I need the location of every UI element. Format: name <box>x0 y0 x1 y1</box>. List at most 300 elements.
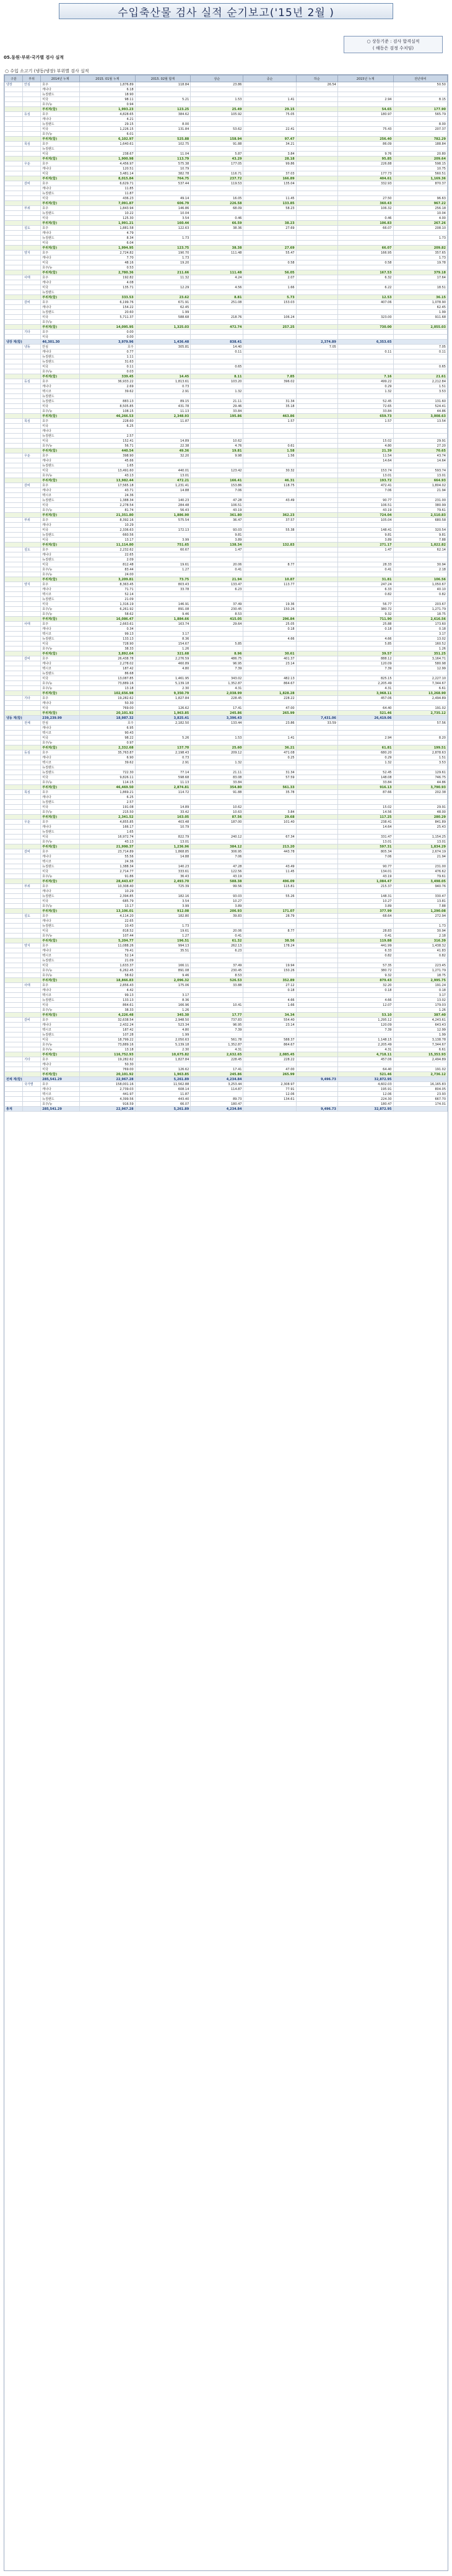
table-cell <box>296 152 337 157</box>
table-cell: 0.18 <box>337 988 393 993</box>
table-cell: 갈비 <box>23 1018 41 1023</box>
table-cell: 1.32 <box>337 389 393 394</box>
table-cell: 부위계(합) <box>41 270 80 275</box>
table-cell <box>243 924 296 929</box>
table-row <box>5 721 448 726</box>
table-cell: 뉴질랜드 <box>41 498 80 503</box>
table-cell <box>393 919 448 924</box>
table-row <box>5 186 448 191</box>
table-cell <box>5 1042 23 1047</box>
table-cell: 131.60 <box>393 399 448 404</box>
table-cell: 2.09 <box>80 557 136 562</box>
table-cell <box>337 147 393 152</box>
table-cell: 0.03 <box>80 369 136 374</box>
table-cell: 뉴질랜드 <box>41 147 80 152</box>
table-cell <box>23 364 41 369</box>
table-cell: 208.10 <box>393 226 448 231</box>
table-cell <box>135 463 191 468</box>
table-cell: 31.34 <box>243 399 296 404</box>
table-cell: 23.86 <box>243 721 296 726</box>
table-cell: 18.75 <box>393 612 448 617</box>
table-cell: 9.81 <box>191 533 243 538</box>
table-row <box>5 607 448 612</box>
table-cell: 6.61 <box>393 686 448 691</box>
table-cell <box>296 765 337 770</box>
table-cell: 1.53 <box>191 736 243 741</box>
table-cell: 47.00 <box>243 706 296 711</box>
table-cell <box>296 884 337 889</box>
table-cell <box>5 226 23 231</box>
table-cell: 305.81 <box>135 345 191 350</box>
table-cell: 580.98 <box>393 661 448 666</box>
table-cell: 호주 <box>41 419 80 424</box>
table-cell <box>337 1033 393 1037</box>
table-cell <box>23 152 41 157</box>
table-cell: 2,510.83 <box>393 513 448 518</box>
table-cell <box>393 765 448 770</box>
table-row <box>5 755 448 760</box>
table-cell: 118.84 <box>135 82 191 87</box>
table-cell: 4.66 <box>337 637 393 642</box>
table-row <box>5 547 448 552</box>
table-cell: 4,456.97 <box>80 161 136 166</box>
table-cell: 81.74 <box>80 508 136 513</box>
table-cell: 목심 <box>23 142 41 147</box>
table-cell <box>296 785 337 790</box>
table-cell: 2.30 <box>135 1047 191 1052</box>
table-cell <box>5 122 23 127</box>
table-cell <box>296 137 337 142</box>
table-cell: 멕시코 <box>41 493 80 498</box>
table-cell <box>296 671 337 676</box>
table-row <box>5 810 448 815</box>
table-cell: 132.83 <box>243 543 296 547</box>
table-cell <box>23 1003 41 1008</box>
table-cell: 191.02 <box>393 706 448 711</box>
table-cell: 158,001.16 <box>80 1082 136 1087</box>
table-cell <box>296 617 337 622</box>
table-cell <box>23 117 41 122</box>
table-row <box>5 221 448 226</box>
table-cell: 864.67 <box>243 1042 296 1047</box>
table-cell <box>5 879 23 884</box>
table-cell <box>296 562 337 567</box>
table-cell: 0.65 <box>393 364 448 369</box>
table-cell <box>296 815 337 820</box>
table-cell: 3.17 <box>135 632 191 637</box>
table-cell <box>296 597 337 602</box>
table-cell <box>5 449 23 453</box>
table-cell: 380.72 <box>337 607 393 612</box>
table-cell <box>5 795 23 800</box>
table-cell: 호주/뉴 <box>41 1047 80 1052</box>
table-cell: 호주 <box>41 750 80 755</box>
table-cell: 캐나다 <box>41 1087 80 1092</box>
table-cell: 뉴질랜드 <box>41 92 80 97</box>
table-cell: 뉴질랜드 <box>41 354 80 359</box>
table-cell <box>191 280 243 285</box>
table-cell: 28.79 <box>243 914 296 919</box>
table-cell: 357.65 <box>393 251 448 255</box>
table-row <box>5 384 448 389</box>
table-cell: 20.80 <box>393 152 448 157</box>
table-cell <box>5 741 23 745</box>
table-cell: 230.45 <box>191 607 243 612</box>
table-cell <box>135 919 191 924</box>
table-cell: 부위 <box>23 206 41 211</box>
table-cell: 4.80 <box>135 666 191 671</box>
table-cell: 안심 <box>41 721 80 726</box>
table-cell: 3,481.14 <box>80 171 136 176</box>
table-cell: 415.05 <box>191 617 243 622</box>
table-cell <box>23 414 41 419</box>
table-cell <box>5 978 23 983</box>
table-row <box>5 711 448 716</box>
table-cell <box>296 127 337 132</box>
table-cell: 5,139.18 <box>135 681 191 686</box>
table-row <box>5 1102 448 1107</box>
table-cell <box>5 424 23 429</box>
table-cell: 캐나다 <box>41 458 80 463</box>
table-cell: 55.47 <box>243 251 296 255</box>
table-cell <box>337 721 393 726</box>
table-cell: 호주/뉴 <box>41 132 80 137</box>
table-row <box>5 523 448 528</box>
table-cell <box>135 429 191 434</box>
table-cell <box>393 572 448 577</box>
table-cell <box>296 1052 337 1057</box>
table-cell <box>5 810 23 815</box>
table-cell <box>23 671 41 676</box>
table-cell: 96.63 <box>393 196 448 201</box>
table-cell <box>191 572 243 577</box>
table-cell: 598.68 <box>135 775 191 780</box>
table-cell: 14.56 <box>337 810 393 815</box>
table-cell <box>23 270 41 275</box>
table-cell <box>296 731 337 736</box>
table-cell <box>337 82 393 87</box>
table-cell: 6.33 <box>337 948 393 953</box>
table-cell: 10.62 <box>191 439 243 444</box>
table-cell: 9.46 <box>135 973 191 978</box>
table-cell: 미국 <box>41 1003 80 1008</box>
table-cell: 228.22 <box>243 696 296 701</box>
table-cell <box>191 493 243 498</box>
table-cell <box>296 335 337 340</box>
table-cell: 12.29 <box>135 285 191 290</box>
table-cell <box>5 523 23 528</box>
table-cell: 403.48 <box>135 820 191 825</box>
table-cell: 캐나다 <box>41 1023 80 1028</box>
table-cell: 부위계(합) <box>41 543 80 547</box>
table-cell: 23.86 <box>191 82 243 87</box>
table-cell <box>5 943 23 948</box>
table-cell <box>296 795 337 800</box>
table-cell <box>23 1092 41 1097</box>
table-cell: 28,443.67 <box>80 879 136 884</box>
table-cell <box>393 147 448 152</box>
table-cell <box>243 874 296 879</box>
table-cell <box>23 785 41 790</box>
table-cell <box>337 523 393 528</box>
table-cell: 29.91 <box>393 805 448 810</box>
table-cell: 178.24 <box>243 943 296 948</box>
table-cell: 6.01 <box>80 132 136 137</box>
table-cell <box>135 364 191 369</box>
table-cell <box>23 1077 41 1082</box>
table-cell: 호주 <box>41 330 80 335</box>
table-cell <box>5 330 23 335</box>
table-row <box>5 1062 448 1067</box>
table-cell <box>5 696 23 701</box>
table-cell: 154.22 <box>80 305 136 310</box>
table-cell: 43.49 <box>243 864 296 869</box>
table-cell: 99.13 <box>80 632 136 637</box>
table-cell <box>23 429 41 434</box>
table-cell: 182.16 <box>135 894 191 899</box>
data-table-container <box>4 74 448 2571</box>
table-cell <box>5 1018 23 1023</box>
table-row <box>5 666 448 671</box>
table-cell: 안심 <box>41 345 80 350</box>
table-cell: 152.41 <box>80 439 136 444</box>
table-cell: 1,290.08 <box>393 909 448 914</box>
table-cell <box>191 211 243 216</box>
table-cell: 20.60 <box>80 310 136 315</box>
table-cell: 265.99 <box>243 1072 296 1077</box>
table-cell: 45.66 <box>80 458 136 463</box>
table-cell <box>5 305 23 310</box>
table-cell: 2,227.10 <box>393 676 448 681</box>
section-title: 05.동원·부위·국가별 검사 실적 <box>4 55 64 60</box>
table-row <box>5 696 448 701</box>
table-cell: 361.80 <box>191 513 243 518</box>
table-cell <box>296 295 337 300</box>
table-cell <box>135 523 191 528</box>
table-cell <box>243 92 296 97</box>
table-cell: 44.86 <box>393 409 448 414</box>
table-cell: 323.00 <box>337 315 393 320</box>
table-cell: 7.85 <box>243 374 296 379</box>
table-cell: 1,876.89 <box>80 82 136 87</box>
table-cell <box>135 191 191 196</box>
table-cell: 3.84 <box>243 810 296 815</box>
table-cell: 7.16 <box>337 374 393 379</box>
table-cell: 멕시코 <box>41 632 80 637</box>
table-cell <box>191 592 243 597</box>
table-cell: 685.79 <box>80 899 136 904</box>
table-cell: 1.26 <box>135 646 191 651</box>
table-cell: 2,616.56 <box>393 617 448 622</box>
table-cell: 10.79 <box>135 166 191 171</box>
table-cell <box>296 1028 337 1033</box>
table-cell <box>5 439 23 444</box>
table-cell: 53.10 <box>337 1013 393 1018</box>
column-header: 하순 <box>296 75 337 82</box>
table-cell: 1.56 <box>243 453 296 458</box>
table-cell: 43.74 <box>393 453 448 458</box>
table-row <box>5 627 448 632</box>
table-row <box>5 246 448 251</box>
table-cell <box>296 453 337 458</box>
table-cell: 10.87 <box>243 577 296 582</box>
table-cell <box>296 839 337 844</box>
table-cell <box>296 656 337 661</box>
table-cell <box>393 280 448 285</box>
table-cell: 캐나다 <box>41 255 80 260</box>
table-cell: 209.64 <box>393 157 448 161</box>
table-cell <box>296 498 337 503</box>
table-cell <box>23 340 41 345</box>
table-row <box>5 914 448 919</box>
table-cell <box>5 547 23 552</box>
table-cell: 호주/뉴 <box>41 102 80 107</box>
table-cell <box>23 948 41 953</box>
table-cell <box>296 547 337 552</box>
table-cell: 2,739.03 <box>80 1087 136 1092</box>
table-cell: 13.01 <box>135 473 191 478</box>
table-cell <box>296 503 337 508</box>
table-cell <box>5 919 23 924</box>
table-cell: 호주/뉴 <box>41 810 80 815</box>
table-cell: 83.08 <box>191 775 243 780</box>
table-cell <box>243 350 296 354</box>
table-cell <box>243 642 296 646</box>
table-row <box>5 929 448 934</box>
table-cell: 387.40 <box>393 1013 448 1018</box>
table-cell <box>296 874 337 879</box>
table-cell <box>296 191 337 196</box>
table-cell: 호주/뉴 <box>41 874 80 879</box>
table-cell: 2,494.89 <box>393 1057 448 1062</box>
table-row <box>5 844 448 849</box>
table-cell <box>5 275 23 280</box>
table-row <box>5 216 448 221</box>
table-cell <box>5 468 23 473</box>
table-cell: 521.46 <box>337 1072 393 1077</box>
table-cell: 21.09 <box>80 958 136 963</box>
table-cell <box>296 701 337 706</box>
table-cell <box>337 830 393 835</box>
table-cell <box>23 350 41 354</box>
table-cell <box>23 810 41 815</box>
table-cell: 1,828.28 <box>243 691 296 696</box>
table-cell <box>191 993 243 998</box>
table-cell: 138.34 <box>191 543 243 547</box>
table-cell: 부위계(합) <box>41 691 80 696</box>
table-cell: 180.47 <box>337 1102 393 1107</box>
table-cell: 0.65 <box>191 364 243 369</box>
table-cell: 272.94 <box>393 914 448 919</box>
table-cell <box>296 810 337 815</box>
table-cell: 711.90 <box>337 617 393 622</box>
table-cell <box>23 706 41 711</box>
table-cell <box>23 587 41 592</box>
table-cell: 16,165.83 <box>393 1082 448 1087</box>
table-cell <box>191 166 243 171</box>
table-cell: 부위 <box>23 518 41 523</box>
table-cell <box>296 889 337 894</box>
table-cell: 갈비 <box>23 300 41 305</box>
table-cell: 호주/뉴 <box>41 508 80 513</box>
table-cell <box>296 434 337 439</box>
table-cell <box>243 899 296 904</box>
table-cell <box>5 721 23 726</box>
table-cell: 46,266.53 <box>80 414 136 419</box>
table-cell: 440.54 <box>80 449 136 453</box>
table-cell: 202.38 <box>393 790 448 795</box>
table-cell: 1.27 <box>135 567 191 572</box>
table-cell: 미국 <box>41 404 80 409</box>
table-cell: 2.07 <box>243 275 296 280</box>
table-cell <box>5 488 23 493</box>
table-cell <box>191 998 243 1003</box>
table-row <box>5 87 448 92</box>
table-cell: 7.39 <box>191 1028 243 1033</box>
table-cell: 뉴질랜드 <box>41 394 80 399</box>
table-cell <box>5 543 23 547</box>
table-cell: 4,602.03 <box>337 1082 393 1087</box>
table-row <box>5 241 448 246</box>
table-cell <box>23 498 41 503</box>
table-cell: 38.38 <box>191 246 243 251</box>
table-cell: 812.48 <box>80 562 136 567</box>
table-cell <box>5 820 23 825</box>
table-row <box>5 676 448 681</box>
table-cell: 35.78 <box>243 790 296 795</box>
table-cell <box>243 186 296 191</box>
table-cell: 99.86 <box>243 161 296 166</box>
table-cell: 13,106.01 <box>80 909 136 914</box>
table-cell <box>5 260 23 265</box>
table-cell: 사태 <box>23 622 41 627</box>
table-row <box>5 453 448 458</box>
table-cell <box>23 775 41 780</box>
column-header: 2014년 누계 <box>41 75 80 82</box>
table-cell: 호주/뉴 <box>41 265 80 270</box>
table-cell: 11.87 <box>135 1092 191 1097</box>
table-cell: 호주 <box>41 884 80 889</box>
table-cell: 1.99 <box>135 310 191 315</box>
table-cell <box>23 899 41 904</box>
table-cell <box>135 394 191 399</box>
table-cell: 163.74 <box>135 622 191 627</box>
table-cell: 7.06 <box>337 854 393 859</box>
table-cell: 33.84 <box>191 780 243 785</box>
table-cell: 39.57 <box>337 651 393 656</box>
table-cell <box>337 463 393 468</box>
table-cell <box>5 914 23 919</box>
table-cell: 0.41 <box>337 934 393 938</box>
table-cell <box>393 92 448 97</box>
table-cell: 67.34 <box>243 835 296 839</box>
table-cell: 343.02 <box>191 676 243 681</box>
table-cell <box>296 696 337 701</box>
table-cell <box>296 166 337 171</box>
table-cell <box>23 830 41 835</box>
table-cell: 2.91 <box>135 389 191 394</box>
table-cell: 캐나다 <box>41 726 80 731</box>
table-cell <box>23 919 41 924</box>
table-cell: 미국 <box>41 736 80 741</box>
table-cell: 1,388.34 <box>80 864 136 869</box>
table-row <box>5 444 448 449</box>
table-cell: 40.10 <box>393 587 448 592</box>
table-cell <box>23 102 41 107</box>
table-cell <box>5 350 23 354</box>
table-cell: 4,226.48 <box>80 1013 136 1018</box>
table-cell: 0.94 <box>80 102 136 107</box>
